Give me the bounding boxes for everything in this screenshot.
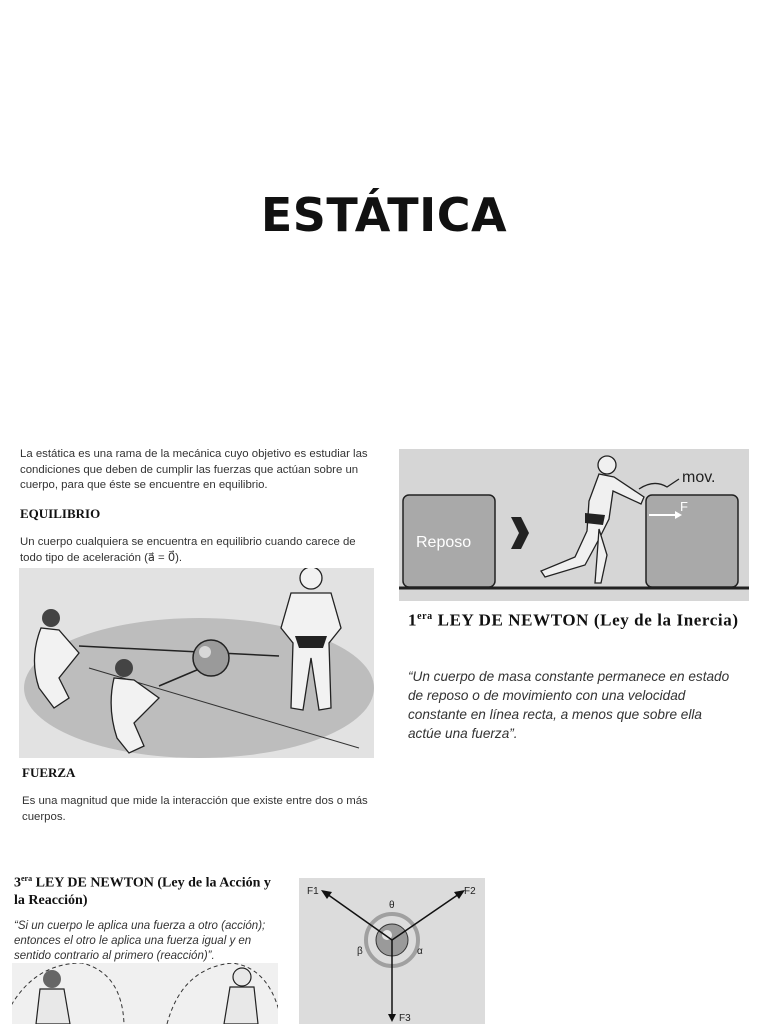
rest-label: Reposo <box>416 534 472 551</box>
beta-label: β <box>357 946 363 957</box>
newton3-ordinal: 3 <box>14 875 21 891</box>
newton1-title-text: LEY DE NEWTON (Ley de la Inercia) <box>432 610 739 630</box>
page-title: ESTÁTICA <box>260 188 508 242</box>
newton1-quote: “Un cuerpo de masa constante permanece en estado de reposo o de movimiento con una velocidad constante en línea recta, a menos que sobre ella actúe una fuerza”. <box>408 669 730 741</box>
equilibrio-paragraph: Un cuerpo cualquiera se encuentra en equilibrio cuando carece de todo tipo de aceleración (a⃗ = 0⃗). <box>20 536 356 564</box>
newton1-title <box>408 606 742 631</box>
f1-label: F1 <box>307 886 319 897</box>
newton3-title-text: LEY DE NEWTON (Ley de la Acción y la Reacción) <box>14 875 271 908</box>
theta-label: θ <box>389 900 395 911</box>
newton1-ordinal: 1 <box>408 610 418 630</box>
fuerza-heading: FUERZA <box>22 765 76 780</box>
alpha-label: α <box>417 946 423 957</box>
fuerza-paragraph: Es una magnitud que mide la interacción que existe entre dos o más cuerpos. <box>22 795 368 823</box>
equilibrio-heading: EQUILIBRIO <box>20 506 101 521</box>
mov-label: mov. <box>682 469 716 486</box>
force-vector-diagram <box>299 878 485 1024</box>
force-label: F <box>680 499 688 514</box>
newton3-title <box>14 870 280 909</box>
action-reaction-illustration <box>12 963 278 1024</box>
intro-paragraph: La estática es una rama de la mecánica cuyo objetivo es estudiar las condiciones que deben de cumplir las fuerzas que actúan sobre un cuerpo, para que éste se encuentre en equilibrio. <box>20 448 368 491</box>
f2-label: F2 <box>464 886 476 897</box>
newton1-ordinal-suffix: era <box>417 611 433 622</box>
inertia-illustration <box>399 449 749 601</box>
newton3-ordinal-suffix: era <box>21 874 33 883</box>
f3-label: F3 <box>399 1013 411 1024</box>
newton3-quote: “Si un cuerpo le aplica una fuerza a otro (acción); entonces el otro le aplica una fuerza igual y en sentido contrario al primero (reacción)”. <box>14 920 266 962</box>
tug-of-war-illustration <box>19 568 374 758</box>
